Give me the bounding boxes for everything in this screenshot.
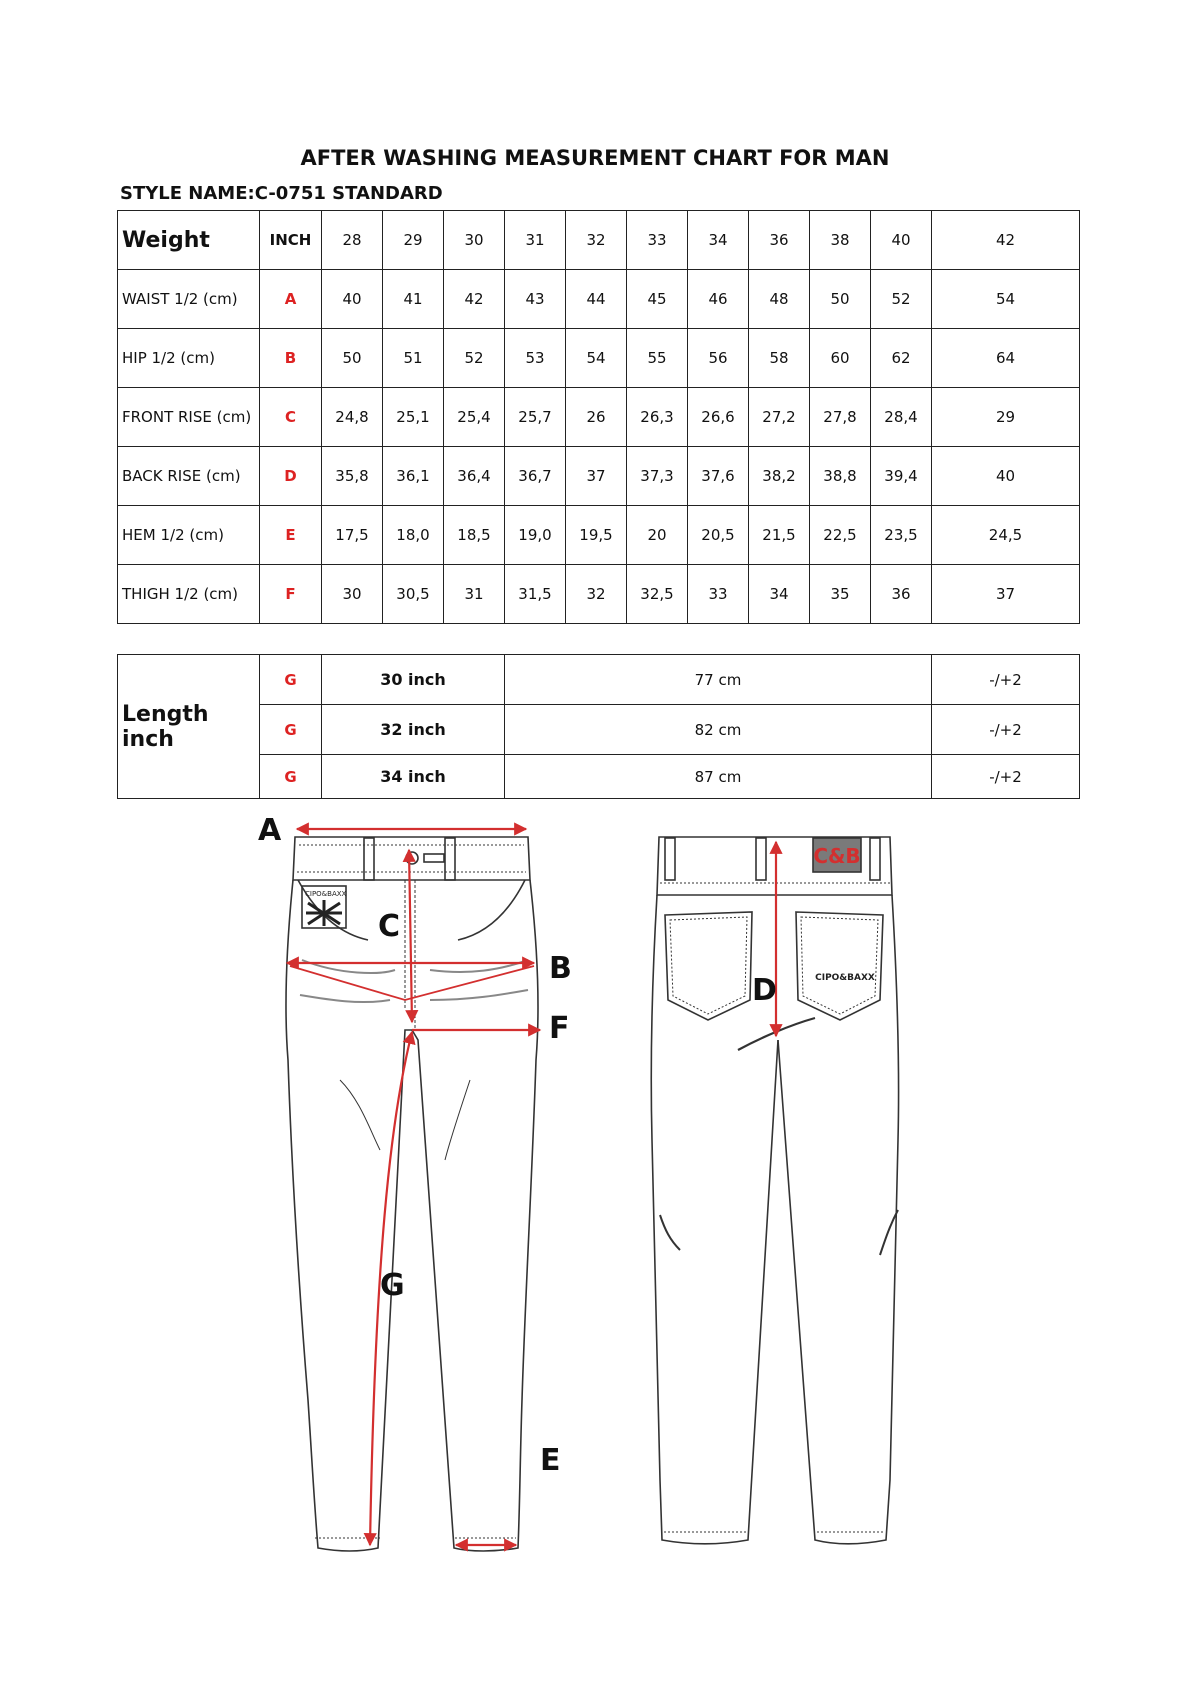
page-title: AFTER WASHING MEASUREMENT CHART FOR MAN — [300, 146, 890, 170]
measure-value: 36 — [871, 565, 932, 624]
measure-value: 22,5 — [810, 506, 871, 565]
measure-value: 30,5 — [383, 565, 444, 624]
measure-value: 37 — [932, 565, 1080, 624]
letter-b: B — [549, 951, 572, 986]
measure-value: 19,5 — [566, 506, 627, 565]
patch-logo-icon — [306, 900, 342, 926]
measure-value: 60 — [810, 329, 871, 388]
belt-loop — [364, 838, 374, 880]
length-code: G — [260, 705, 322, 755]
measure-value: 56 — [688, 329, 749, 388]
measure-value: 38,2 — [749, 447, 810, 506]
measure-code: F — [260, 565, 322, 624]
length-code: G — [260, 755, 322, 799]
measure-value: 18,5 — [444, 506, 505, 565]
patch-label: CIPO&BAXX — [305, 890, 347, 898]
length-inch: 32 inch — [322, 705, 505, 755]
measure-code: D — [260, 447, 322, 506]
measure-value: 35 — [810, 565, 871, 624]
size-header-cell: 29 — [383, 211, 444, 270]
measure-value: 36,1 — [383, 447, 444, 506]
measure-value: 54 — [566, 329, 627, 388]
measure-value: 43 — [505, 270, 566, 329]
measure-value: 31,5 — [505, 565, 566, 624]
button-icon — [406, 852, 418, 864]
measure-value: 32 — [566, 565, 627, 624]
measure-value: 26,6 — [688, 388, 749, 447]
measure-value: 38,8 — [810, 447, 871, 506]
length-tolerance: -/+2 — [932, 705, 1080, 755]
measure-value: 52 — [871, 270, 932, 329]
measure-value: 24,8 — [322, 388, 383, 447]
measure-value: 33 — [688, 565, 749, 624]
measure-value: 23,5 — [871, 506, 932, 565]
length-cm: 82 cm — [505, 705, 932, 755]
back-pocket-right — [796, 912, 883, 1020]
measure-c — [409, 850, 412, 1022]
size-header-cell: 32 — [566, 211, 627, 270]
measure-value: 46 — [688, 270, 749, 329]
measure-code: B — [260, 329, 322, 388]
measure-value: 21,5 — [749, 506, 810, 565]
measure-value: 27,8 — [810, 388, 871, 447]
measure-label: THIGH 1/2 (cm) — [118, 565, 260, 624]
measure-value: 39,4 — [871, 447, 932, 506]
measure-value: 54 — [932, 270, 1080, 329]
measure-value: 18,0 — [383, 506, 444, 565]
front-jeans — [286, 837, 538, 1551]
size-header-cell: 30 — [444, 211, 505, 270]
measure-value: 27,2 — [749, 388, 810, 447]
size-header-cell: 36 — [749, 211, 810, 270]
measure-value: 55 — [627, 329, 688, 388]
weight-label: Weight — [118, 211, 260, 270]
size-header-cell: 42 — [932, 211, 1080, 270]
measure-value: 50 — [322, 329, 383, 388]
letter-d: D — [752, 973, 777, 1008]
style-name: STYLE NAME:C-0751 STANDARD — [120, 183, 443, 204]
measure-value: 28,4 — [871, 388, 932, 447]
length-cm: 87 cm — [505, 755, 932, 799]
measure-value: 20 — [627, 506, 688, 565]
measure-value: 34 — [749, 565, 810, 624]
measure-value: 32,5 — [627, 565, 688, 624]
letter-f: F — [549, 1011, 570, 1046]
belt-loop — [445, 838, 455, 880]
measure-value: 25,4 — [444, 388, 505, 447]
letter-a: A — [258, 813, 282, 848]
measure-value: 50 — [810, 270, 871, 329]
measure-value: 25,7 — [505, 388, 566, 447]
length-inch: 34 inch — [322, 755, 505, 799]
back-patch-label: C&B — [813, 844, 861, 868]
measure-label: WAIST 1/2 (cm) — [118, 270, 260, 329]
size-header-cell: 38 — [810, 211, 871, 270]
measure-value: 36,7 — [505, 447, 566, 506]
length-inch: 30 inch — [322, 655, 505, 705]
length-tolerance: -/+2 — [932, 655, 1080, 705]
measure-value: 17,5 — [322, 506, 383, 565]
measure-value: 53 — [505, 329, 566, 388]
measure-value: 31 — [444, 565, 505, 624]
measure-value: 45 — [627, 270, 688, 329]
measure-value: 48 — [749, 270, 810, 329]
measure-code: A — [260, 270, 322, 329]
measure-label: BACK RISE (cm) — [118, 447, 260, 506]
measure-value: 19,0 — [505, 506, 566, 565]
measure-label: FRONT RISE (cm) — [118, 388, 260, 447]
measure-value: 58 — [749, 329, 810, 388]
measure-value: 41 — [383, 270, 444, 329]
size-header-cell: 40 — [871, 211, 932, 270]
measure-value: 35,8 — [322, 447, 383, 506]
measure-value: 42 — [444, 270, 505, 329]
belt-loop — [756, 838, 766, 880]
measure-value: 36,4 — [444, 447, 505, 506]
length-label: Length inch — [118, 655, 260, 799]
front-waistband — [293, 837, 530, 880]
length-tolerance: -/+2 — [932, 755, 1080, 799]
front-pocket-left — [298, 880, 368, 940]
measure-label: HEM 1/2 (cm) — [118, 506, 260, 565]
measure-value: 29 — [932, 388, 1080, 447]
measure-value: 24,5 — [932, 506, 1080, 565]
pocket-label: CIPO&BAXX — [815, 973, 875, 983]
measure-code: C — [260, 388, 322, 447]
measure-value: 44 — [566, 270, 627, 329]
measure-label: HIP 1/2 (cm) — [118, 329, 260, 388]
measure-value: 20,5 — [688, 506, 749, 565]
size-header-cell: 31 — [505, 211, 566, 270]
size-header-cell: 28 — [322, 211, 383, 270]
measure-value: 37 — [566, 447, 627, 506]
front-measure-lines — [287, 829, 540, 1545]
measure-value: 51 — [383, 329, 444, 388]
measure-value: 40 — [932, 447, 1080, 506]
inch-label: INCH — [260, 211, 322, 270]
letter-g: G — [380, 1268, 405, 1303]
size-header-cell: 33 — [627, 211, 688, 270]
measure-value: 64 — [932, 329, 1080, 388]
letter-c: C — [378, 909, 401, 944]
measure-value: 62 — [871, 329, 932, 388]
back-pocket-left — [665, 912, 752, 1020]
front-pocket-right — [458, 880, 525, 940]
belt-loop — [870, 838, 880, 880]
letter-e: E — [540, 1443, 561, 1478]
size-header-cell: 34 — [688, 211, 749, 270]
measure-value: 30 — [322, 565, 383, 624]
measure-value: 40 — [322, 270, 383, 329]
measure-value: 37,3 — [627, 447, 688, 506]
measure-value: 52 — [444, 329, 505, 388]
measure-code: E — [260, 506, 322, 565]
measure-value: 25,1 — [383, 388, 444, 447]
front-left-leg — [286, 880, 412, 1551]
length-cm: 77 cm — [505, 655, 932, 705]
measure-value: 26,3 — [627, 388, 688, 447]
measure-value: 37,6 — [688, 447, 749, 506]
length-code: G — [260, 655, 322, 705]
measure-value: 26 — [566, 388, 627, 447]
belt-loop — [665, 838, 675, 880]
